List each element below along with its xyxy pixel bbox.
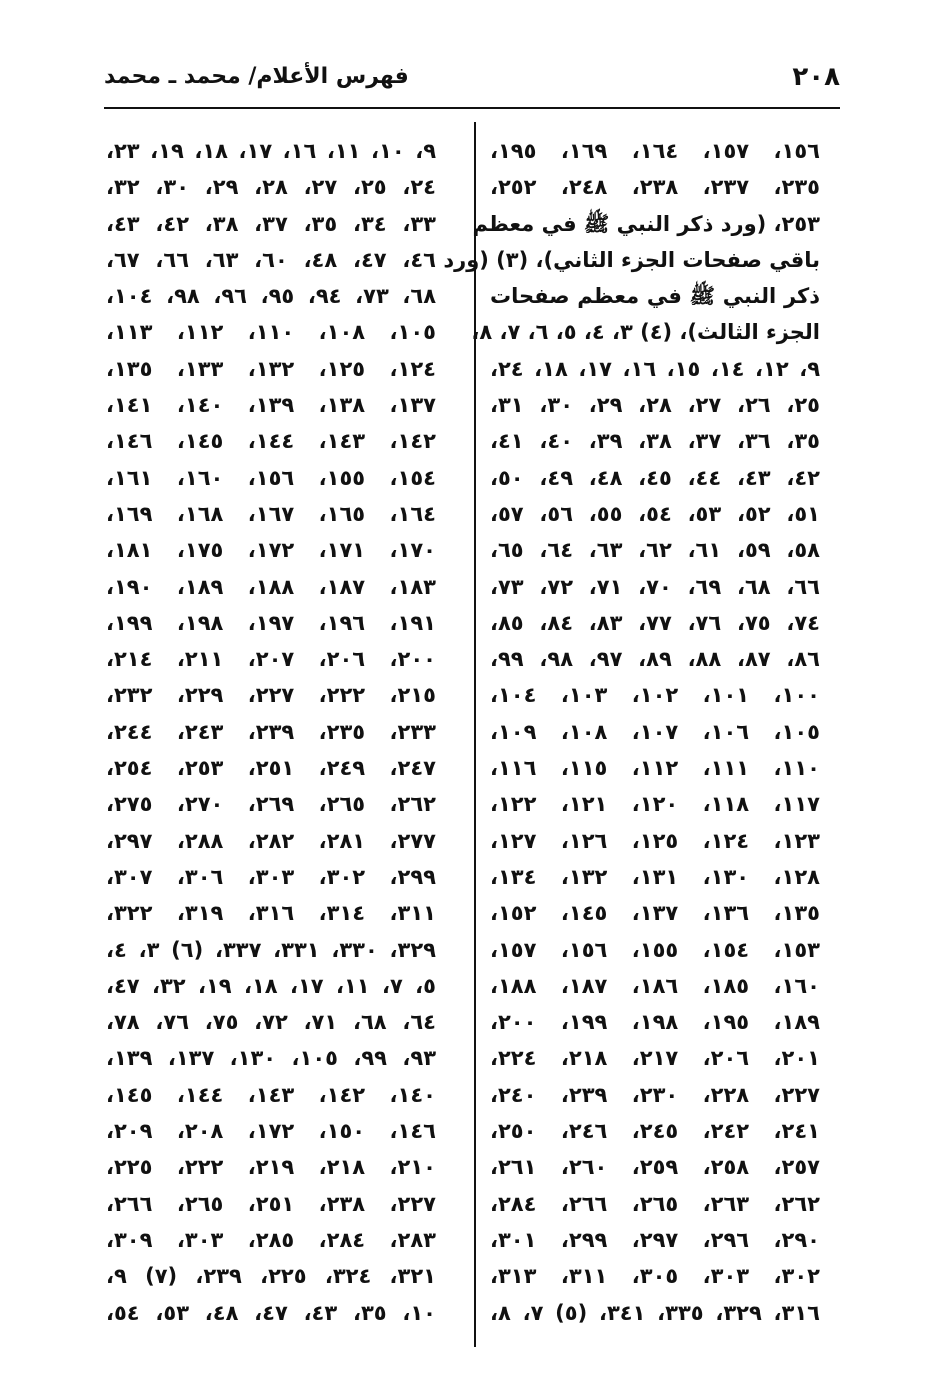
index-line: ١٤٦، ١٥٠، ١٧٢، ٢٠٨، ٢٠٩، xyxy=(106,1119,436,1144)
index-line: ٦٤، ٦٨، ٧١، ٧٢، ٧٥، ٧٦، ٧٨، xyxy=(106,1010,436,1035)
index-line: ١٧٠، ١٧١، ١٧٢، ١٧٥، ١٨١، xyxy=(106,538,436,563)
index-line: ٣١١، ٣١٤، ٣١٦، ٣١٩، ٣٢٢، xyxy=(106,901,436,926)
index-line: ٩٣، ٩٩، ١٠٥، ١٣٠، ١٣٧، ١٣٩، xyxy=(106,1046,437,1071)
running-head: فهرس الأعلام/ محمد ـ محمد xyxy=(104,64,409,89)
page-header xyxy=(104,62,840,102)
index-line: ٥١، ٥٢، ٥٣، ٥٤، ٥٥، ٥٦، ٥٧، xyxy=(490,501,820,526)
index-line: ١٣٥، ١٣٦، ١٣٧، ١٤٥، ١٥٢، xyxy=(490,901,820,926)
index-line: ١٥٣، ١٥٤، ١٥٥، ١٥٦، ١٥٧، xyxy=(490,937,820,962)
index-line: ٣٣، ٣٤، ٣٥، ٣٧، ٣٨، ٤٢، ٤٣، xyxy=(106,211,436,236)
index-line: ٢٠١، ٢٠٦، ٢١٧، ٢١٨، ٢٢٤، xyxy=(490,1046,820,1071)
index-line: ٩، ١٢، ١٤، ١٥، ١٦، ١٧، ١٨، ٢٤، xyxy=(490,356,821,381)
index-line: ١٤٢، ١٤٣، ١٤٤، ١٤٥، ١٤٦، xyxy=(106,429,436,454)
index-line: ٥، ٧، ١١، ١٧، ١٨، ١٩، ٣٢، ٤٧، xyxy=(106,973,436,998)
index-line: ١٠٥، ١٠٨، ١١٠، ١١٢، ١١٣، xyxy=(106,320,436,345)
index-line: ١٦٤، ١٦٥، ١٦٧، ١٦٨، ١٦٩، xyxy=(106,501,436,526)
index-line: ٤٦، ٤٧، ٤٨، ٦٠، ٦٣، ٦٦، ٦٧، xyxy=(106,247,436,272)
index-line: ١١٧، ١١٨، ١٢٠، ١٢١، ١٢٢، xyxy=(490,792,820,817)
index-line: ٦٦، ٦٨، ٦٩، ٧٠، ٧١، ٧٢، ٧٣، xyxy=(490,574,820,599)
index-line: باقي صفحات الجزء الثاني)، (٣) (ورد xyxy=(443,247,820,272)
index-line: ١٤٠، ١٤٢، ١٤٣، ١٤٤، ١٤٥، xyxy=(106,1082,436,1107)
index-line: ٢١٠، ٢١٨، ٢١٩، ٢٢٢، ٢٢٥، xyxy=(106,1155,436,1180)
index-line: ٢٧٧، ٢٨١، ٢٨٢، ٢٨٨، ٢٩٧، xyxy=(106,828,436,853)
index-line: ٢٣٣، ٢٣٥، ٢٣٩، ٢٤٣، ٢٤٤، xyxy=(106,719,436,744)
index-line: ٩، ١٠، ١١، ١٦، ١٧، ١٨، ١٩، ٢٣، xyxy=(106,139,437,163)
index-line: الجزء الثالث)، (٤) ٣، ٤، ٥، ٦، ٧، ٨، xyxy=(471,320,820,345)
index-line: ٢٠٠، ٢٠٦، ٢٠٧، ٢١١، ٢١٤، xyxy=(106,647,436,672)
index-column-left xyxy=(106,133,436,1331)
index-line: ١٢٣، ١٢٤، ١٢٥، ١٢٦، ١٢٧، xyxy=(490,828,820,853)
index-line: ٢٢٧، ٢٣٨، ٢٥١، ٢٦٥، ٢٦٦، xyxy=(106,1191,436,1216)
index-line: ١٥٤، ١٥٥، ١٥٦، ١٦٠، ١٦١، xyxy=(106,465,436,490)
index-line: ٢٥٧، ٢٥٨، ٢٥٩، ٢٦٠، ٢٦١، xyxy=(490,1155,820,1180)
index-line: ذكر النبي ﷺ في معظم صفحات xyxy=(490,284,820,309)
index-line: ٨٦، ٨٧، ٨٨، ٨٩، ٩٧، ٩٨، ٩٩، xyxy=(490,647,820,672)
index-line: ٢٩٠، ٢٩٦، ٢٩٧، ٢٩٩، ٣٠١، xyxy=(490,1227,820,1252)
index-line: ٣٢٩، ٣٣٠، ٣٣١، ٣٣٧، (٦) ٣، ٤، xyxy=(106,937,436,962)
index-line: ٢٦٢، ٢٦٥، ٢٦٩، ٢٧٠، ٢٧٥، xyxy=(106,792,436,817)
index-line: ١٩١، ١٩٦، ١٩٧، ١٩٨، ١٩٩، xyxy=(106,610,436,635)
index-line: ١٥٦، ١٥٧، ١٦٤، ١٦٩، ١٩٥، xyxy=(490,139,820,163)
index-line: ٢٩٩، ٣٠٢، ٣٠٣، ٣٠٦، ٣٠٧، xyxy=(106,864,436,889)
index-line: ٦٨، ٧٣، ٩٤، ٩٥، ٩٦، ٩٨، ١٠٤، xyxy=(106,284,437,309)
index-line: ٢١٥، ٢٢٢، ٢٢٧، ٢٢٩، ٢٣٢، xyxy=(106,683,436,708)
header-rule xyxy=(104,107,840,109)
index-line: ٤٢، ٤٣، ٤٤، ٤٥، ٤٨، ٤٩، ٥٠، xyxy=(490,465,820,490)
index-line: ٣٢١، ٣٢٤، ٢٢٥، ٢٣٩، (٧) ٩، xyxy=(106,1264,436,1289)
index-line: ١٠٠، ١٠١، ١٠٢، ١٠٣، ١٠٤، xyxy=(490,683,820,708)
index-line: ٢٥٣، (ورد ذكر النبي ﷺ في معظم xyxy=(472,211,820,236)
index-line: ١٢٨، ١٣٠، ١٣١، ١٣٢، ١٣٤، xyxy=(490,864,820,889)
index-line: ١٨٣، ١٨٧، ١٨٨، ١٨٩، ١٩٠، xyxy=(106,574,436,599)
index-line: ١٦٠، ١٨٥، ١٨٦، ١٨٧، ١٨٨، xyxy=(490,973,820,998)
index-line: ١١٠، ١١١، ١١٢، ١١٥، ١١٦، xyxy=(490,756,820,781)
index-column-right xyxy=(443,133,821,1331)
index-line: ١٣٧، ١٣٨، ١٣٩، ١٤٠، ١٤١، xyxy=(106,393,436,418)
index-line: ١٠٥، ١٠٦، ١٠٧، ١٠٨، ١٠٩، xyxy=(490,719,820,744)
index-line: ٣١٦، ٣٢٩، ٣٣٥، ٣٤١، (٥) ٧، ٨، xyxy=(490,1300,820,1325)
index-line: ٢٤، ٢٥، ٢٧، ٢٨، ٢٩، ٣٠، ٣٢، xyxy=(106,175,436,200)
page-number: ٢٠٨ xyxy=(792,62,840,92)
index-line: ١٨٩، ١٩٥، ١٩٨، ١٩٩، ٢٠٠، xyxy=(490,1010,820,1035)
index-line: ٣٥، ٣٦، ٣٧، ٣٨، ٣٩، ٤٠، ٤١، xyxy=(490,429,820,454)
index-line: ٢٥، ٢٦، ٢٧، ٢٨، ٢٩، ٣٠، ٣١، xyxy=(490,393,820,418)
column-divider xyxy=(474,122,476,1347)
index-line: ١٢٤، ١٢٥، ١٣٢، ١٣٣، ١٣٥، xyxy=(106,356,436,381)
index-line: ١٠، ٣٥، ٤٣، ٤٧، ٤٨، ٥٣، ٥٤، xyxy=(106,1300,436,1325)
index-line: ٢٨٣، ٢٨٤، ٢٨٥، ٣٠٣، ٣٠٩، xyxy=(106,1227,436,1252)
index-line: ٢٤٧، ٢٤٩، ٢٥١، ٢٥٣، ٢٥٤، xyxy=(106,756,436,781)
index-line: ٧٤، ٧٥، ٧٦، ٧٧، ٨٣، ٨٤، ٨٥، xyxy=(490,610,820,635)
index-line: ٢٤١، ٢٤٢، ٢٤٥، ٢٤٦، ٢٥٠، xyxy=(490,1119,820,1144)
index-line: ٢٣٥، ٢٣٧، ٢٣٨، ٢٤٨، ٢٥٢، xyxy=(490,175,820,200)
index-line: ٥٨، ٥٩، ٦١، ٦٢، ٦٣، ٦٤، ٦٥، xyxy=(490,538,820,563)
index-line: ٢٢٧، ٢٢٨، ٢٣٠، ٢٣٩، ٢٤٠، xyxy=(490,1082,820,1107)
index-line: ٢٦٢، ٢٦٣، ٢٦٥، ٢٦٦، ٢٨٤، xyxy=(490,1191,820,1216)
index-line: ٣٠٢، ٣٠٣، ٣٠٥، ٣١١، ٣١٣، xyxy=(490,1264,820,1289)
